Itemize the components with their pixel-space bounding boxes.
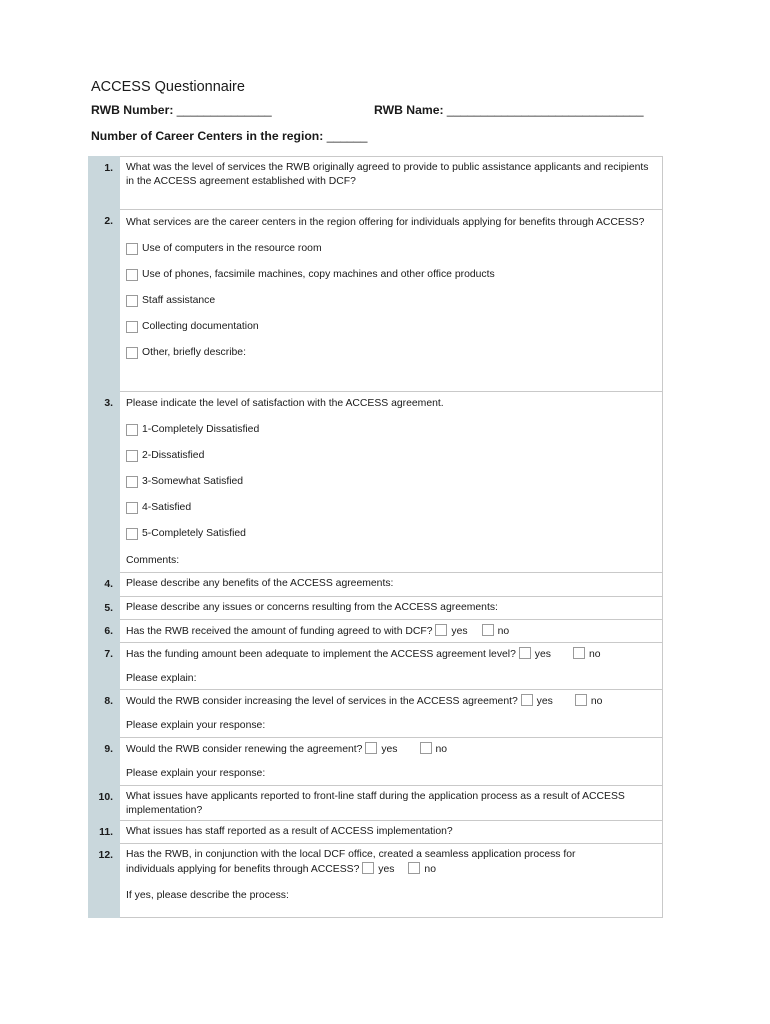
questionnaire-table [88, 156, 663, 918]
yes-label: yes [381, 744, 398, 755]
checkbox[interactable] [126, 321, 138, 333]
question-row-11 [89, 821, 663, 844]
yes-label: yes [534, 649, 551, 660]
question-text: What was the level of services the RWB originally agreed to provide to public assistance applicants and recipients in the ACCESS agreement established with DCF? [120, 157, 663, 210]
option-label: Other, briefly describe: [142, 347, 246, 358]
rwb-name-label: RWB Name: [374, 103, 444, 117]
service-option[interactable] [126, 242, 656, 256]
question-text: Would the RWB consider renewing the agreement? [126, 744, 363, 755]
checkbox[interactable] [126, 269, 138, 281]
yes-checkbox[interactable] [521, 694, 533, 706]
option-label: Staff assistance [142, 295, 216, 306]
question-row-10 [89, 786, 663, 821]
followup-label: Please explain: [126, 673, 197, 684]
no-checkbox[interactable] [575, 694, 587, 706]
satisfaction-option[interactable] [126, 527, 656, 541]
yes-checkbox[interactable] [519, 647, 531, 659]
satisfaction-option[interactable] [126, 449, 656, 463]
service-option[interactable] [126, 294, 656, 308]
checkbox[interactable] [126, 243, 138, 255]
checkbox[interactable] [126, 502, 138, 514]
rwb-number-blank[interactable]: ______________ [176, 103, 272, 117]
question-row-8 [89, 690, 663, 738]
option-label: Collecting documentation [142, 321, 259, 332]
question-row-12 [89, 844, 663, 918]
no-label: no [497, 626, 510, 637]
question-row-2 [89, 210, 663, 392]
no-checkbox[interactable] [420, 742, 432, 754]
option-label: Use of phones, facsimile machines, copy machines and other office products [142, 269, 495, 280]
question-text: Would the RWB consider increasing the level of services in the ACCESS agreement? [126, 696, 518, 707]
question-number: 7. [89, 643, 120, 690]
option-label: Use of computers in the resource room [142, 243, 322, 254]
career-centers-label: Number of Career Centers in the region: [91, 129, 324, 143]
question-text: Please describe any benefits of the ACCESS agreements: [120, 573, 663, 597]
checkbox[interactable] [126, 476, 138, 488]
question-number: 12. [89, 844, 120, 918]
option-label: 3-Somewhat Satisfied [142, 476, 244, 487]
satisfaction-option[interactable] [126, 423, 656, 437]
question-text: Please describe any issues or concerns resulting from the ACCESS agreements: [120, 597, 663, 620]
service-option[interactable] [126, 346, 656, 360]
question-number: 8. [89, 690, 120, 738]
no-checkbox[interactable] [482, 624, 494, 636]
question-number: 1. [89, 157, 120, 210]
yes-checkbox[interactable] [435, 624, 447, 636]
option-label: 1-Completely Dissatisfied [142, 424, 260, 435]
service-option[interactable] [126, 320, 656, 334]
question-row-3 [89, 392, 663, 573]
question-number: 2. [89, 210, 120, 392]
question-text-line-2: individuals applying for benefits through ACCESS? [126, 864, 360, 875]
checkbox[interactable] [126, 450, 138, 462]
career-centers-field[interactable] [91, 129, 367, 143]
yes-label: yes [536, 696, 553, 707]
yes-checkbox[interactable] [365, 742, 377, 754]
satisfaction-option[interactable] [126, 475, 656, 489]
checkbox[interactable] [126, 528, 138, 540]
question-text: Has the funding amount been adequate to implement the ACCESS agreement level? [126, 649, 516, 660]
yes-label: yes [451, 626, 468, 637]
question-text: Please indicate the level of satisfaction with the ACCESS agreement. [126, 398, 444, 409]
question-row-5 [89, 597, 663, 620]
question-number: 3. [89, 392, 120, 573]
followup-label: Please explain your response: [126, 720, 266, 731]
comments-label: Comments: [126, 555, 180, 566]
option-label: 4-Satisfied [142, 502, 192, 513]
no-label: no [590, 696, 603, 707]
service-option[interactable] [126, 268, 656, 282]
no-checkbox[interactable] [573, 647, 585, 659]
question-number: 6. [89, 620, 120, 643]
question-text: What services are the career centers in the region offering for individuals applying for benefits through ACCESS? [126, 217, 645, 228]
rwb-name-blank[interactable]: _____________________________ [446, 103, 644, 117]
yes-label: yes [378, 864, 395, 875]
question-number: 5. [89, 597, 120, 620]
page-title: ACCESS Questionnaire [91, 79, 245, 95]
checkbox[interactable] [126, 347, 138, 359]
no-label: no [435, 744, 448, 755]
question-text: What issues has staff reported as a result of ACCESS implementation? [120, 821, 663, 844]
question-text-line-1: Has the RWB, in conjunction with the local DCF office, created a seamless application process for [126, 849, 576, 860]
question-row-1 [89, 157, 663, 210]
question-text: Has the RWB received the amount of funding agreed to with DCF? [126, 626, 433, 637]
no-label: no [588, 649, 601, 660]
question-number: 9. [89, 738, 120, 786]
question-text: What issues have applicants reported to front-line staff during the application process as a result of ACCESS implementation? [120, 786, 663, 821]
question-row-6 [89, 620, 663, 643]
followup-label: If yes, please describe the process: [126, 890, 289, 901]
rwb-number-label: RWB Number: [91, 103, 174, 117]
rwb-name-field[interactable] [374, 103, 644, 117]
checkbox[interactable] [126, 424, 138, 436]
question-number: 11. [89, 821, 120, 844]
question-row-7 [89, 643, 663, 690]
question-number: 4. [89, 573, 120, 597]
rwb-number-field[interactable] [91, 103, 272, 117]
no-checkbox[interactable] [408, 862, 420, 874]
option-label: 2-Dissatisfied [142, 450, 205, 461]
question-number: 10. [89, 786, 120, 821]
question-row-9 [89, 738, 663, 786]
option-label: 5-Completely Satisfied [142, 528, 246, 539]
yes-checkbox[interactable] [362, 862, 374, 874]
satisfaction-option[interactable] [126, 501, 656, 515]
checkbox[interactable] [126, 295, 138, 307]
career-centers-blank[interactable]: ______ [326, 129, 368, 143]
no-label: no [424, 864, 436, 875]
followup-label: Please explain your response: [126, 768, 266, 779]
question-row-4 [89, 573, 663, 597]
